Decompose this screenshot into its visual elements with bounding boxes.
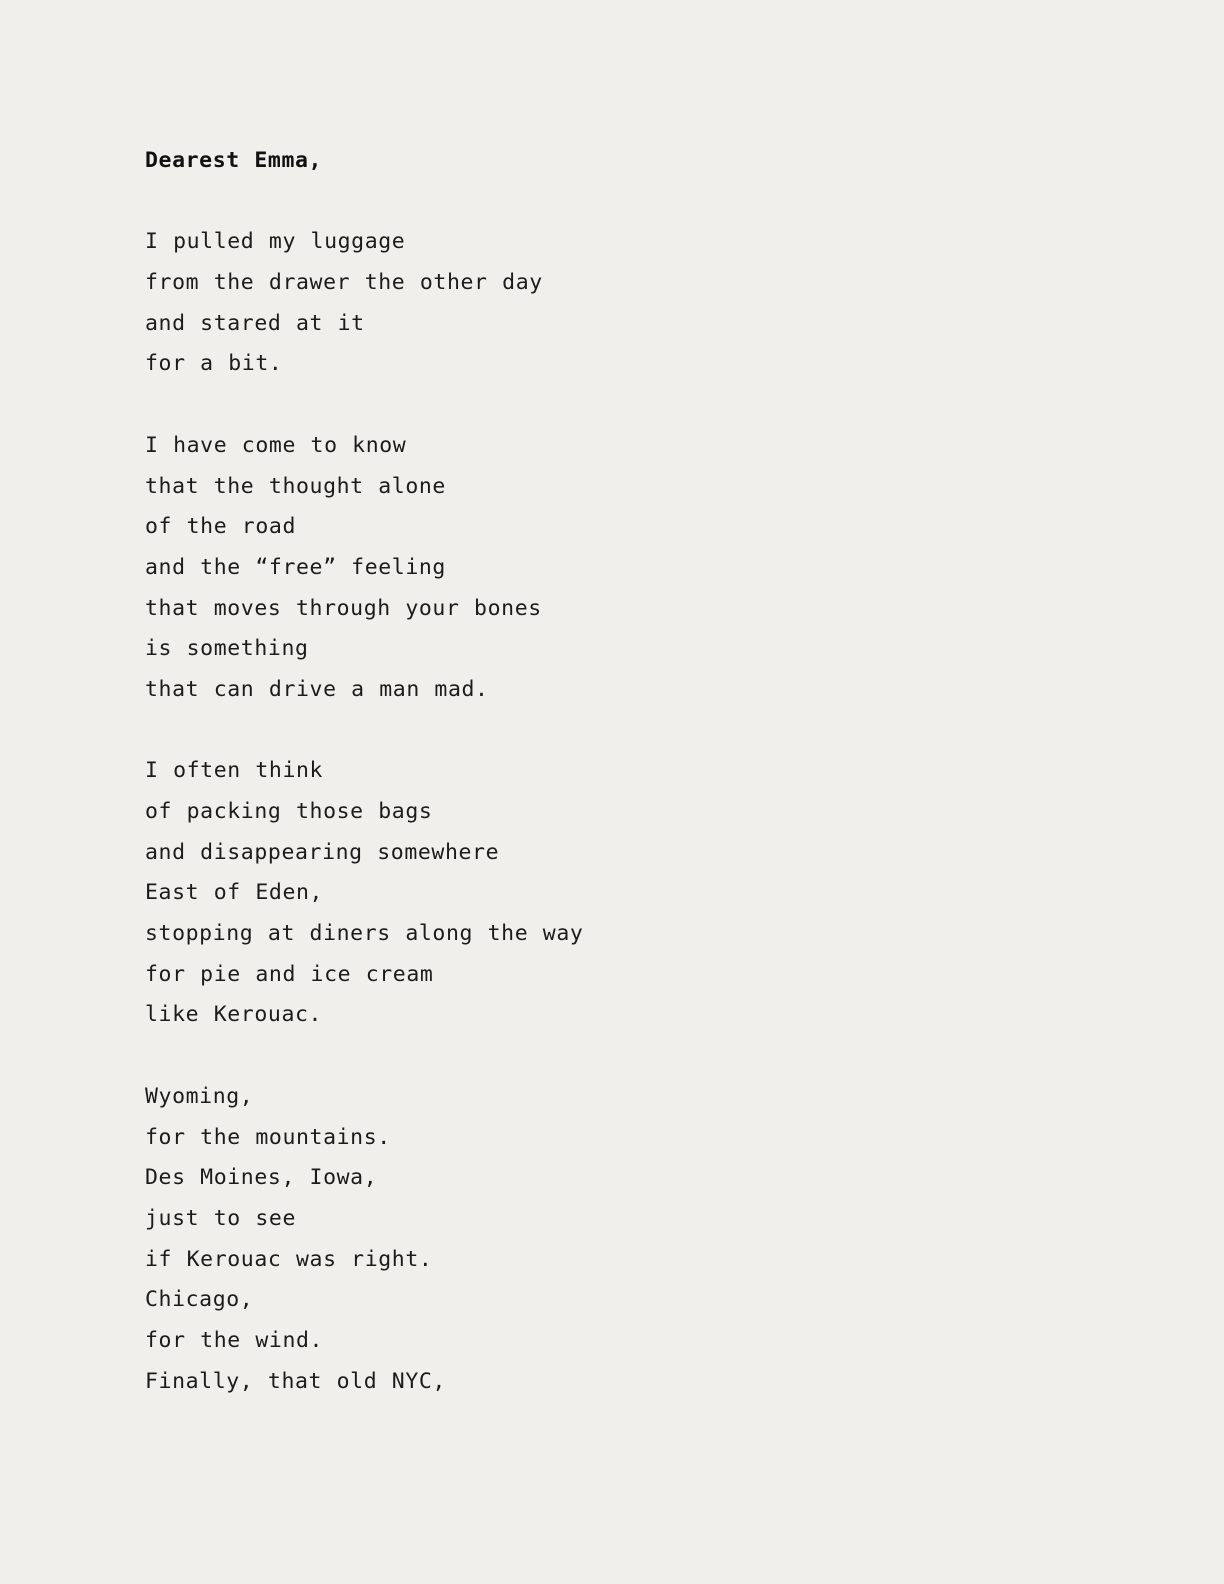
letter-page xyxy=(145,141,1145,1402)
salutation: Dearest Emma, xyxy=(145,148,323,173)
poem-line: is something xyxy=(145,636,309,662)
poem-line: and the “free” feeling xyxy=(145,554,446,580)
poem-line: for the wind. xyxy=(145,1327,324,1353)
poem-line: just to see xyxy=(145,1205,296,1231)
poem-line: and disappearing somewhere xyxy=(145,839,500,865)
poem-line: for a bit. xyxy=(145,351,283,377)
poem-line: I pulled my luggage xyxy=(145,229,406,255)
poem-line: Des Moines, Iowa, xyxy=(145,1165,378,1191)
poem-line: of packing those bags xyxy=(145,799,433,824)
poem-line: for the mountains. xyxy=(145,1124,391,1150)
poem-line: if Kerouac was right. xyxy=(145,1246,433,1272)
poem-line: I often think xyxy=(145,758,324,784)
poem-line: that can drive a man mad. xyxy=(145,676,489,702)
stanza-3 xyxy=(145,751,1145,1036)
poem-line: of the road xyxy=(145,514,296,540)
poem-line: like Kerouac. xyxy=(145,1002,323,1028)
poem-line: East of Eden, xyxy=(145,880,324,906)
poem-line: that the thought alone xyxy=(145,473,446,499)
stanza-2 xyxy=(145,426,1145,711)
poem-line: that moves through your bones xyxy=(145,595,542,621)
poem-line: stopping at diners along the way xyxy=(145,921,584,947)
poem-line: Wyoming, xyxy=(145,1083,254,1109)
poem-line: Finally, that old NYC, xyxy=(145,1368,446,1394)
poem-line: for pie and ice cream xyxy=(145,961,434,987)
poem-line: I have come to know xyxy=(145,432,407,458)
poem-line: and stared at it xyxy=(145,310,365,336)
stanza-1 xyxy=(145,222,1145,385)
poem-line: from the drawer the other day xyxy=(145,270,543,296)
stanza-4 xyxy=(145,1077,1145,1403)
poem-line: Chicago, xyxy=(145,1287,254,1313)
